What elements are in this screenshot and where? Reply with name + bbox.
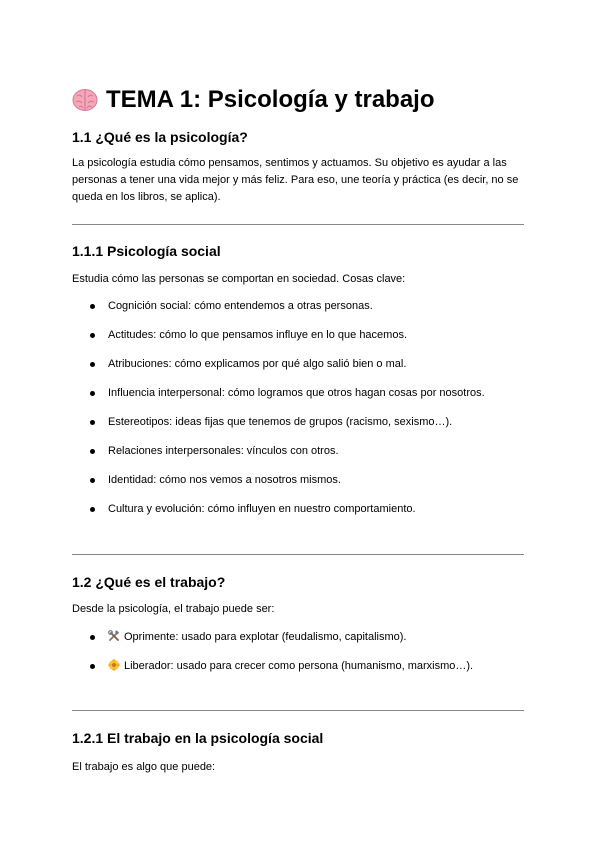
- paragraph-1-2-intro: Desde la psicología, el trabajo puede ser:: [72, 603, 275, 615]
- heading-1-2: 1.2 ¿Qué es el trabajo?: [72, 574, 226, 590]
- brain-icon: [72, 87, 98, 113]
- divider: [72, 710, 524, 711]
- page-title: [72, 84, 435, 116]
- paragraph-1-2-1-intro: El trabajo es algo que puede:: [72, 761, 216, 773]
- list-item: Relaciones interpersonales: vínculos con otros.: [72, 444, 532, 473]
- divider: [72, 554, 524, 555]
- page-title-text: TEMA 1: Psicología y trabajo: [106, 86, 435, 113]
- list-item: Actitudes: cómo lo que pensamos influye en lo que hacemos.: [72, 328, 532, 357]
- list-item: [72, 630, 532, 659]
- paragraph-1-1-1-intro: Estudia cómo las personas se comportan en sociedad. Cosas clave:: [72, 273, 406, 285]
- list-item: Identidad: cómo nos vemos a nosotros mismos.: [72, 473, 532, 502]
- heading-1-1-1: 1.1.1 Psicología social: [72, 243, 221, 259]
- flower-icon: [108, 659, 120, 671]
- bullet-list-work: [72, 630, 532, 688]
- list-item: Atribuciones: cómo explicamos por qué algo salió bien o mal.: [72, 357, 532, 386]
- divider: [72, 224, 524, 225]
- list-item: [72, 659, 532, 688]
- heading-1-2-1: 1.2.1 El trabajo en la psicología social: [72, 730, 324, 746]
- heading-1-1: 1.1 ¿Qué es la psicología?: [72, 129, 248, 145]
- list-item: Cognición social: cómo entendemos a otras personas.: [72, 299, 532, 328]
- list-item-text: Liberador: usado para crecer como persona (humanismo, marxismo…).: [124, 660, 474, 672]
- list-item: Influencia interpersonal: cómo logramos que otros hagan cosas por nosotros.: [72, 386, 532, 415]
- list-item-text: Oprimente: usado para explotar (feudalismo, capitalismo).: [124, 631, 407, 643]
- tools-icon: [108, 630, 120, 642]
- paragraph-1-1: La psicología estudia cómo pensamos, sentimos y actuamos. Su objetivo es ayudar a las personas a tener una vida mejor y más feliz. Para eso, une teoría y práctica (es decir, no se queda en los libros, se aplica).: [72, 157, 519, 203]
- list-item: Estereotipos: ideas fijas que tenemos de grupos (racismo, sexismo…).: [72, 415, 532, 444]
- list-item: Cultura y evolución: cómo influyen en nuestro comportamiento.: [72, 502, 532, 531]
- bullet-list-social: [72, 299, 532, 531]
